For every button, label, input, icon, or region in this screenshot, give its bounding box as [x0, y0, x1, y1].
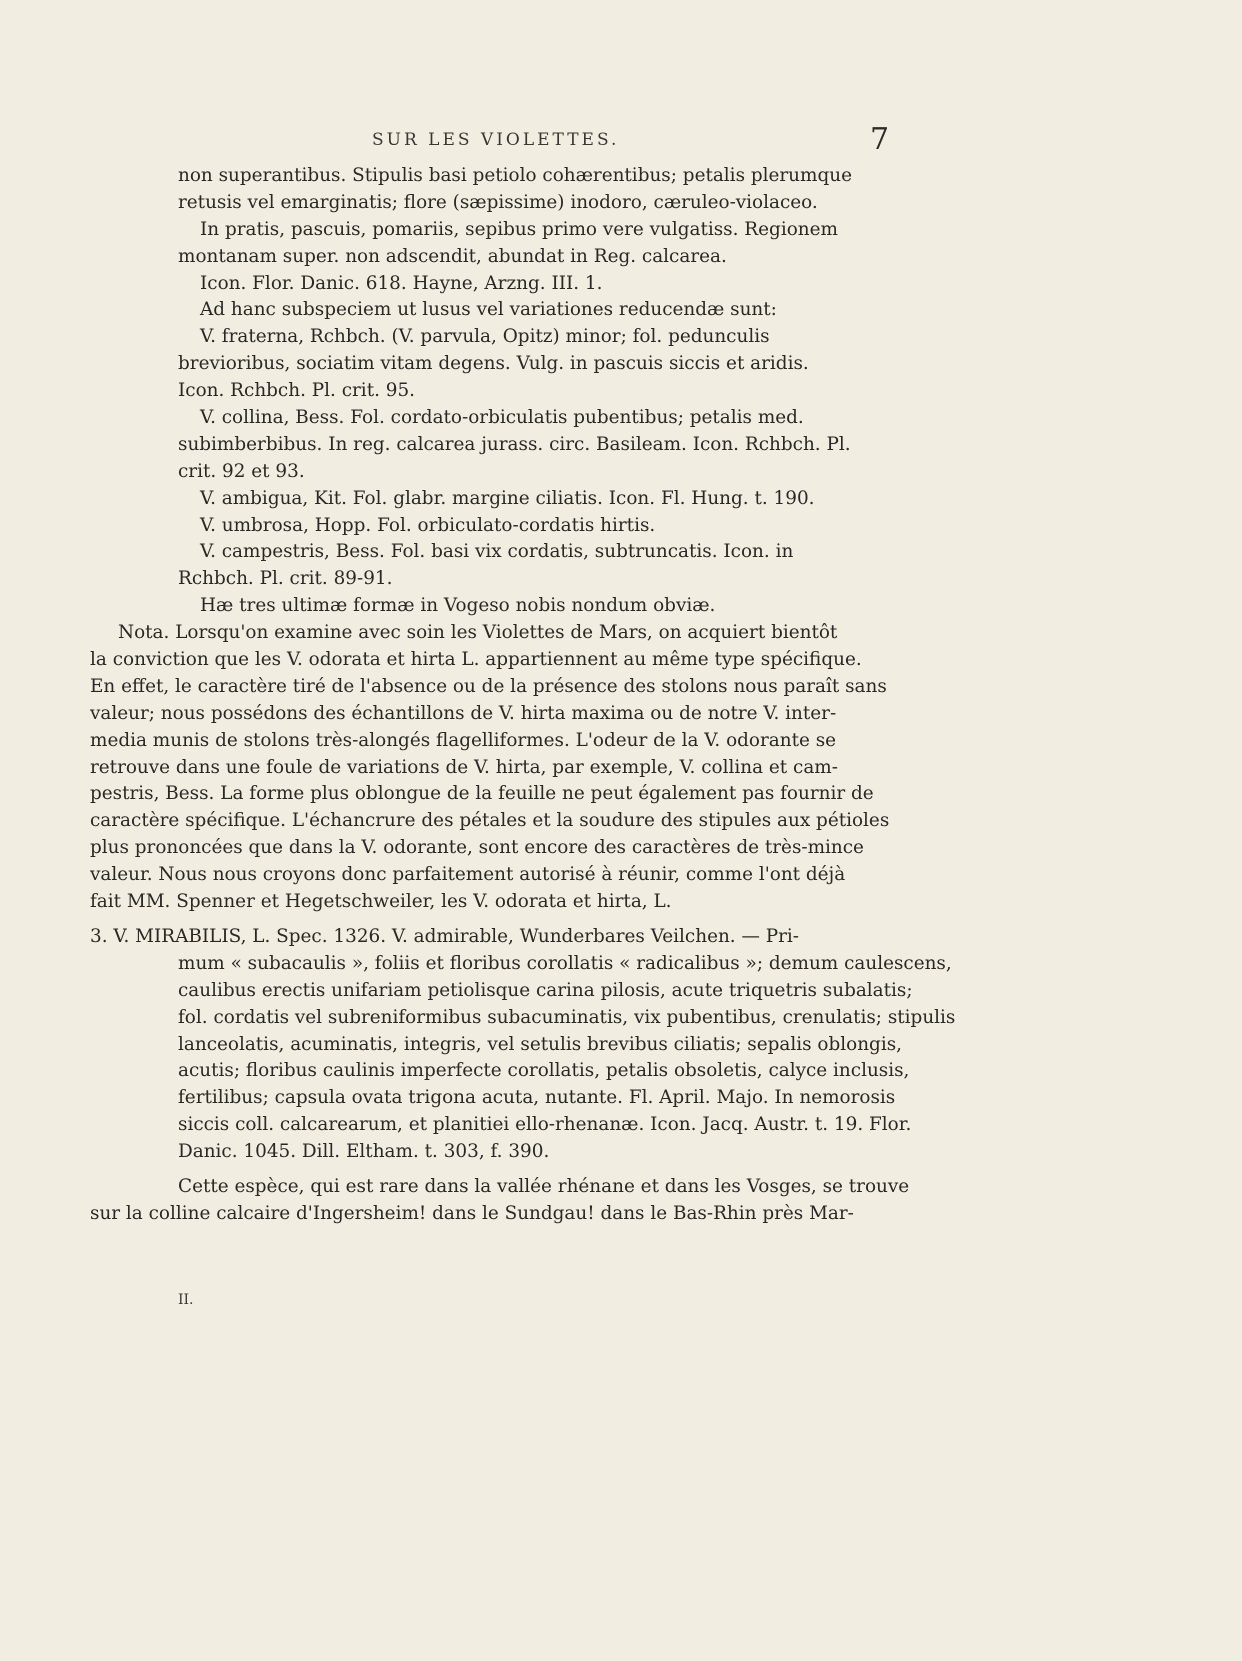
text-line: fait MM. Spenner et Hegetschweiler, les V. odorata et hirta, L.	[90, 891, 672, 913]
text-line: Icon. Rchbch. Pl. crit. 95.	[178, 380, 416, 402]
text-line: montanam super. non adscendit, abundat in Reg. calcarea.	[178, 245, 727, 267]
text-line: sur la colline calcaire d'Ingersheim! dans le Sundgau! dans le Bas-Rhin près Mar-	[90, 1202, 854, 1224]
text-line: lanceolatis, acuminatis, integris, vel setulis brevibus ciliatis; sepalis oblongis,	[178, 1033, 902, 1055]
text-line: Icon. Flor. Danic. 618. Hayne, Arzng. III. 1.	[200, 272, 603, 294]
running-title: SUR LES VIOLETTES.	[372, 130, 620, 150]
text-line: Nota. Lorsqu'on examine avec soin les Violettes de Mars, on acquiert bientôt	[118, 622, 838, 644]
text-line: En effet, le caractère tiré de l'absence ou de la présence des stolons nous paraît sans	[90, 675, 887, 697]
text-line: mum « subacaulis », foliis et floribus corollatis « radicalibus »; demum caulescens,	[178, 952, 952, 974]
page-number: 7	[870, 122, 890, 157]
text-line: fertilibus; capsula ovata trigona acuta, nutante. Fl. April. Majo. In nemorosis	[178, 1087, 896, 1109]
text-line: V. campestris, Bess. Fol. basi vix cordatis, subtruncatis. Icon. in	[200, 541, 794, 563]
text-line: retusis vel emarginatis; flore (sæpissime) inodoro, cæruleo-violaceo.	[178, 191, 818, 213]
text-line: pestris, Bess. La forme plus oblongue de la feuille ne peut également pas fournir de	[90, 783, 874, 805]
text-line: la conviction que les V. odorata et hirta L. appartiennent au même type spécifique.	[90, 649, 862, 671]
text-line: valeur; nous possédons des échantillons de V. hirta maxima ou de notre V. inter-	[90, 702, 837, 724]
text-line: fol. cordatis vel subreniformibus subacuminatis, vix pubentibus, crenulatis; stipulis	[178, 1006, 956, 1028]
text-line: caulibus erectis unifariam petiolisque carina pilosis, acute triquetris subalatis;	[178, 979, 913, 1001]
text-line: retrouve dans une foule de variations de V. hirta, par exemple, V. collina et cam-	[90, 756, 838, 778]
text-line: non superantibus. Stipulis basi petiolo cohærentibus; petalis plerumque	[178, 165, 852, 186]
text-line: Ad hanc subspeciem ut lusus vel variationes reducendæ sunt:	[200, 299, 777, 321]
text-line: V. ambigua, Kit. Fol. glabr. margine ciliatis. Icon. Fl. Hung. t. 190.	[200, 487, 815, 509]
text-line: Danic. 1045. Dill. Eltham. t. 303, f. 390.	[178, 1141, 550, 1163]
text-line: brevioribus, sociatim vitam degens. Vulg. in pascuis siccis et aridis.	[178, 353, 809, 375]
text-line: crit. 92 et 93.	[178, 460, 305, 482]
text-line: caractère spécifique. L'échancrure des pétales et la soudure des stipules aux pétioles	[90, 810, 890, 832]
text-line: V. collina, Bess. Fol. cordato-orbiculatis pubentibus; petalis med.	[200, 407, 804, 429]
text-line: Rchbch. Pl. crit. 89-91.	[178, 568, 393, 590]
signature-mark: II.	[178, 1292, 194, 1308]
text-line: In pratis, pascuis, pomariis, sepibus primo vere vulgatiss. Regionem	[200, 218, 838, 240]
text-line: Hæ tres ultimæ formæ in Vogeso nobis nondum obviæ.	[200, 595, 716, 617]
body-text	[90, 163, 956, 1228]
text-line: V. umbrosa, Hopp. Fol. orbiculato-cordatis hirtis.	[200, 514, 656, 536]
text-line: media munis de stolons très-alongés flagelliformes. L'odeur de la V. odorante se	[90, 729, 837, 751]
text-line: acutis; floribus caulinis imperfecte corollatis, petalis obsoletis, calyce inclusis,	[178, 1060, 910, 1082]
text-line: Cette espèce, qui est rare dans la vallée rhénane et dans les Vosges, se trouve	[178, 1175, 910, 1197]
text-line: siccis coll. calcarearum, et planitiei ello-rhenanæ. Icon. Jacq. Austr. t. 19. Flor.	[178, 1114, 912, 1136]
text-line: plus prononcées que dans la V. odorante, sont encore des caractères de très-mince	[90, 837, 864, 859]
text-line: valeur. Nous nous croyons donc parfaitement autorisé à réunir, comme l'ont déjà	[90, 864, 846, 886]
page-header	[0, 122, 1242, 158]
text-line: V. fraterna, Rchbch. (V. parvula, Opitz) minor; fol. pedunculis	[200, 326, 770, 348]
text-line: 3. V. MIRABILIS, L. Spec. 1326. V. admirable, Wunderbares Veilchen. — Pri-	[90, 925, 799, 947]
text-line: subimberbibus. In reg. calcarea jurass. circ. Basileam. Icon. Rchbch. Pl.	[178, 433, 851, 455]
